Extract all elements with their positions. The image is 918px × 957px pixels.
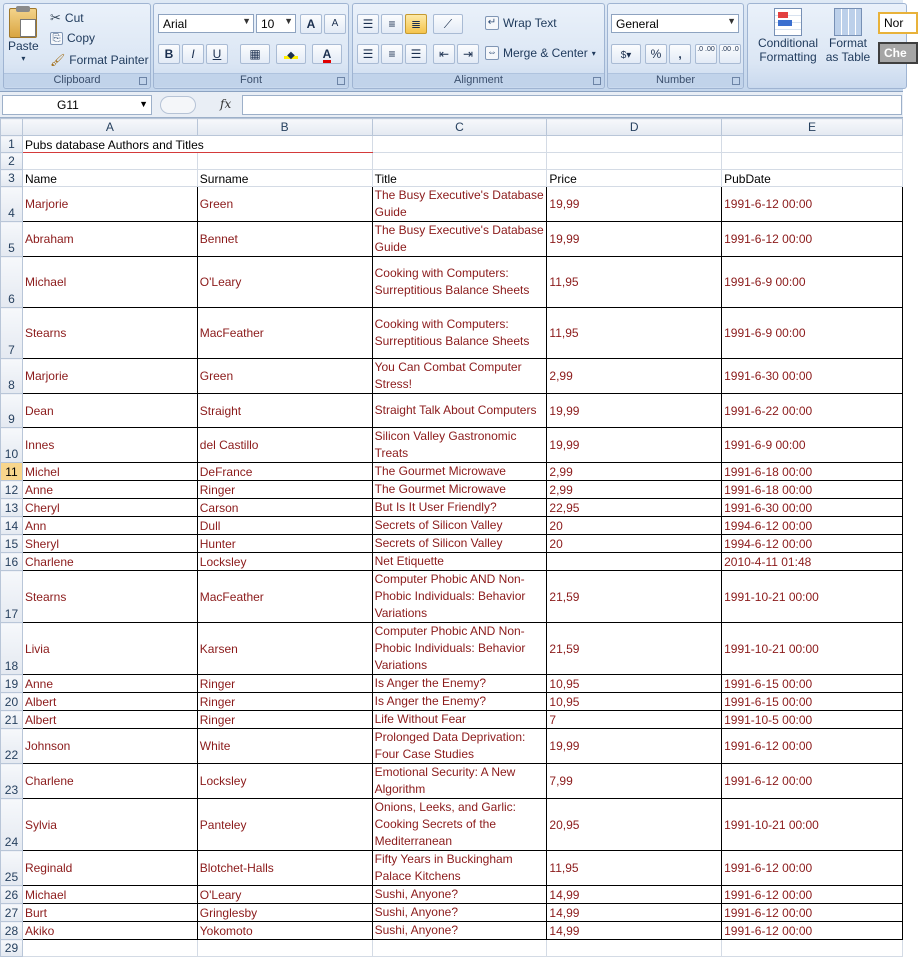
row-header[interactable]: 9 [1,394,23,428]
row-header[interactable]: 14 [1,517,23,535]
cell-surname[interactable]: Locksley [197,764,372,799]
cell-surname[interactable]: MacFeather [197,571,372,623]
cell[interactable] [547,153,722,170]
grow-font-button[interactable]: A [300,14,322,34]
header-cell-pubdate[interactable]: PubDate [722,170,903,187]
cell[interactable] [197,153,372,170]
cut-button[interactable] [50,10,84,26]
normal-style-swatch[interactable]: Nor [878,12,918,34]
cell-pubdate[interactable]: 1991-10-21 00:00 [722,571,903,623]
table-row [1,428,903,463]
italic-button[interactable]: I [182,44,204,64]
chevron-down-icon: ▾ [591,48,596,58]
chevron-down-icon: ▼ [727,16,736,26]
check-cell-style-swatch[interactable]: Che [878,42,918,64]
column-header-c[interactable]: C [372,119,547,136]
cell-name[interactable]: Charlene [22,764,197,799]
cell-surname[interactable]: Blotchet-Halls [197,851,372,886]
conditional-label-2: Formatting [759,50,817,64]
formula-cancel-enter-area [160,96,196,114]
cell-surname[interactable]: Green [197,359,372,394]
cell-price[interactable]: 14,99 [547,886,722,904]
font-name-combo[interactable] [158,14,254,33]
cell-price[interactable]: 19,99 [547,729,722,764]
font-group-title: Font [154,73,348,87]
wrap-text-label: Wrap Text [503,16,557,30]
table-row [1,535,903,553]
chevron-down-icon: ▼ [284,16,293,26]
insert-function-icon[interactable]: fx [220,97,232,111]
cell-pubdate[interactable]: 1991-6-22 00:00 [722,394,903,428]
increase-indent-button[interactable]: ⇥ [457,44,479,64]
cell-price[interactable] [547,553,722,571]
sheet-row [1,153,903,170]
cell[interactable] [722,940,903,957]
brush-icon: 🖌 [50,53,66,67]
merge-center-label: Merge & Center [503,46,588,60]
cell[interactable] [197,940,372,957]
cell-pubdate[interactable]: 1991-6-12 00:00 [722,187,903,222]
row-header[interactable]: 19 [1,675,23,693]
row-header[interactable]: 8 [1,359,23,394]
cell-name[interactable]: Anne [22,481,197,499]
chevron-down-icon: ▾ [21,54,26,63]
table-row [1,675,903,693]
header-cell-title[interactable]: Title [372,170,547,187]
cell-title[interactable]: Straight Talk About Computers [372,394,547,428]
table-row [1,851,903,886]
table-row [1,729,903,764]
cell-name[interactable]: Akiko [22,922,197,940]
row-header[interactable]: 20 [1,693,23,711]
font-color-button[interactable] [312,44,342,64]
table-row [1,308,903,359]
currency-icon: $▾ [620,50,632,61]
cell-pubdate[interactable]: 1994-6-12 00:00 [722,517,903,535]
cell-title[interactable]: Secrets of Silicon Valley [372,517,547,535]
paste-label: Paste [8,39,39,53]
cell-price[interactable]: 19,99 [547,187,722,222]
format-as-table-icon [834,8,862,36]
row-header[interactable]: 22 [1,729,23,764]
cell-title[interactable]: Onions, Leeks, and Garlic: Cooking Secrets of the Mediterranean [372,799,547,851]
number-dialog-launcher[interactable] [732,77,740,85]
cell-surname[interactable]: Ringer [197,711,372,729]
cell-name[interactable]: Johnson [22,729,197,764]
cell-pubdate[interactable]: 1991-6-12 00:00 [722,222,903,257]
table-row [1,517,903,535]
align-top-button[interactable]: ☰ [357,14,379,34]
cell[interactable] [22,940,197,957]
row-header[interactable]: 11 [1,463,23,481]
sheet-title-cell[interactable]: Pubs database Authors and Titles [22,136,372,153]
cell-title[interactable]: Prolonged Data Deprivation: Four Case Studies [372,729,547,764]
cell-title[interactable]: The Gourmet Microwave [372,481,547,499]
cell-pubdate[interactable]: 2010-4-11 01:48 [722,553,903,571]
cell-pubdate[interactable]: 1991-6-15 00:00 [722,675,903,693]
currency-button[interactable] [611,44,641,64]
orientation-button[interactable]: ⟋ [433,14,463,34]
cell-surname[interactable]: Karsen [197,623,372,675]
cell-surname[interactable]: Dull [197,517,372,535]
cell-pubdate[interactable]: 1991-6-9 00:00 [722,308,903,359]
column-header-a[interactable]: A [22,119,197,136]
cell-name[interactable]: Cheryl [22,499,197,517]
cell-pubdate[interactable]: 1991-10-5 00:00 [722,711,903,729]
cell-surname[interactable]: Locksley [197,553,372,571]
cell-price[interactable]: 7,99 [547,764,722,799]
cell-price[interactable]: 10,95 [547,675,722,693]
cell-name[interactable]: Albert [22,711,197,729]
font-color-icon: A [322,47,332,61]
row-header[interactable]: 10 [1,428,23,463]
cell-price[interactable]: 20,95 [547,799,722,851]
cell-title[interactable]: Sushi, Anyone? [372,922,547,940]
row-header[interactable]: 6 [1,257,23,308]
table-row [1,693,903,711]
table-row [1,764,903,799]
cell[interactable] [22,153,197,170]
header-row [1,170,903,187]
table-row [1,571,903,623]
cell-title[interactable]: Cooking with Computers: Surreptitious Balance Sheets [372,308,547,359]
align-left-button[interactable]: ☰ [357,44,379,64]
cell-pubdate[interactable]: 1991-6-30 00:00 [722,359,903,394]
formula-bar [0,92,903,118]
cell-name[interactable]: Marjorie [22,187,197,222]
table-row [1,463,903,481]
row-header[interactable]: 29 [1,940,23,957]
cell-title[interactable]: Is Anger the Enemy? [372,693,547,711]
cell-title[interactable]: The Busy Executive's Database Guide [372,222,547,257]
cell-price[interactable]: 19,99 [547,428,722,463]
font-name-value: Arial [163,17,188,31]
worksheet-grid[interactable] [0,118,903,955]
cell-title[interactable]: The Busy Executive's Database Guide [372,187,547,222]
table-row [1,623,903,675]
row-header[interactable]: 2 [1,153,23,170]
header-cell-price[interactable]: Price [547,170,722,187]
format-painter-label: Format Painter [69,53,149,67]
cell-pubdate[interactable]: 1991-6-9 00:00 [722,428,903,463]
select-all-corner[interactable] [1,119,23,136]
paste-button[interactable] [8,8,39,63]
cell-title[interactable]: But Is It User Friendly? [372,499,547,517]
align-middle-button[interactable]: ≡ [381,14,403,34]
font-size-combo[interactable] [256,14,296,33]
cell-title[interactable]: You Can Combat Computer Stress! [372,359,547,394]
cell-name[interactable]: Abraham [22,222,197,257]
conditional-formatting-button[interactable] [752,8,824,64]
cell-title[interactable]: Net Etiquette [372,553,547,571]
number-group-title: Number [608,73,743,87]
table-row [1,799,903,851]
row-header[interactable]: 27 [1,904,23,922]
column-header-b[interactable]: B [197,119,372,136]
cell[interactable] [722,153,903,170]
cell-surname[interactable]: Hunter [197,535,372,553]
fill-color-button[interactable] [276,44,306,64]
cell-price[interactable]: 7 [547,711,722,729]
table-row [1,940,903,957]
cell-surname[interactable]: Yokomoto [197,922,372,940]
format-painter-button[interactable] [50,53,149,67]
cell-pubdate[interactable]: 1991-6-12 00:00 [722,886,903,904]
cell-title[interactable]: Secrets of Silicon Valley [372,535,547,553]
cell-price[interactable]: 11,95 [547,851,722,886]
borders-icon: ▦ [249,47,261,61]
cell-price[interactable]: 2,99 [547,481,722,499]
cell-name[interactable]: Michael [22,886,197,904]
cell-title[interactable]: Emotional Security: A New Algorithm [372,764,547,799]
scissors-icon: ✂ [50,10,61,25]
wrap-text-button[interactable] [485,16,557,30]
row-header[interactable]: 28 [1,922,23,940]
cell[interactable] [547,940,722,957]
cell-pubdate[interactable]: 1991-6-9 00:00 [722,257,903,308]
align-center-button[interactable]: ≡ [381,44,403,64]
cell-pubdate[interactable]: 1991-6-30 00:00 [722,499,903,517]
font-dialog-launcher[interactable] [337,77,345,85]
cell-price[interactable]: 11,95 [547,308,722,359]
decrease-decimal-button[interactable]: .00 .0 [719,44,741,64]
table-row [1,481,903,499]
format-as-label: Format [828,36,867,50]
cell-pubdate[interactable]: 1991-10-21 00:00 [722,799,903,851]
alignment-dialog-launcher[interactable] [593,77,601,85]
cell-title[interactable]: Computer Phobic AND Non-Phobic Individuals: Behavior Variations [372,623,547,675]
cell-surname[interactable]: Straight [197,394,372,428]
table-row [1,394,903,428]
chevron-down-icon: ▼ [242,16,251,26]
cell-name[interactable]: Sheryl [22,535,197,553]
cell-price[interactable]: 22,95 [547,499,722,517]
cell-surname[interactable]: Gringlesby [197,904,372,922]
cell-title[interactable]: Is Anger the Enemy? [372,675,547,693]
cell-price[interactable]: 2,99 [547,359,722,394]
cell-price[interactable]: 11,95 [547,257,722,308]
font-size-value: 10 [261,17,275,31]
conditional-formatting-icon [774,8,802,36]
cell-price[interactable]: 21,59 [547,571,722,623]
number-format-value: General [616,17,659,31]
cell-price[interactable]: 14,99 [547,904,722,922]
cell-surname[interactable]: Ringer [197,693,372,711]
cell-surname[interactable]: Ringer [197,481,372,499]
cell-surname[interactable]: Bennet [197,222,372,257]
copy-label: Copy [67,31,96,45]
row-header[interactable]: 4 [1,187,23,222]
cell-price[interactable]: 10,95 [547,693,722,711]
cell[interactable] [372,136,547,153]
table-row [1,187,903,222]
cell-pubdate[interactable]: 1994-6-12 00:00 [722,535,903,553]
row-header[interactable]: 18 [1,623,23,675]
styles-group [747,3,907,89]
table-row [1,904,903,922]
table-row [1,922,903,940]
cell-price[interactable]: 21,59 [547,623,722,675]
name-box[interactable] [2,95,152,115]
cell-name[interactable]: Stearns [22,571,197,623]
align-bottom-button[interactable]: ≣ [405,14,427,34]
sheet-body [1,136,903,957]
cell-name[interactable]: Stearns [22,308,197,359]
number-group [607,3,744,89]
cell-name[interactable]: Marjorie [22,359,197,394]
cell-surname[interactable]: Panteley [197,799,372,851]
clipboard-group [3,3,151,89]
cell-title[interactable]: Sushi, Anyone? [372,886,547,904]
cell-price[interactable]: 20 [547,517,722,535]
row-header[interactable]: 24 [1,799,23,851]
cell-name[interactable]: Burt [22,904,197,922]
row-header[interactable]: 15 [1,535,23,553]
underline-button[interactable]: U [206,44,228,64]
cell-name[interactable]: Dean [22,394,197,428]
table-row [1,499,903,517]
cell-name[interactable]: Charlene [22,553,197,571]
alignment-group [352,3,605,89]
cell-pubdate[interactable]: 1991-6-15 00:00 [722,693,903,711]
chevron-down-icon: ▼ [139,99,148,109]
table-row [1,553,903,571]
shrink-font-button[interactable]: A [324,14,346,34]
copy-icon: ⎘ [50,32,63,45]
cell-pubdate[interactable]: 1991-6-12 00:00 [722,922,903,940]
sheet-row [1,136,903,153]
table-row [1,257,903,308]
cut-label: Cut [64,11,84,25]
cell[interactable] [547,136,722,153]
cell-price[interactable]: 19,99 [547,222,722,257]
format-as-label-2: as Table [825,50,871,64]
fill-bucket-icon: ◆ [284,47,298,59]
cell-surname[interactable]: White [197,729,372,764]
row-header[interactable]: 21 [1,711,23,729]
increase-decimal-button[interactable]: .0 .00 [695,44,717,64]
cell-pubdate[interactable]: 1991-10-21 00:00 [722,623,903,675]
row-header[interactable]: 26 [1,886,23,904]
cell-name[interactable]: Ann [22,517,197,535]
table-row [1,359,903,394]
align-right-button[interactable]: ☰ [405,44,427,64]
cell-surname[interactable]: DeFrance [197,463,372,481]
row-header[interactable]: 13 [1,499,23,517]
borders-button[interactable] [240,44,270,64]
formula-controls [160,95,240,115]
header-cell-surname[interactable]: Surname [197,170,372,187]
row-header[interactable]: 16 [1,553,23,571]
alignment-group-title: Alignment [353,73,604,87]
cell[interactable] [372,153,547,170]
cell-surname[interactable]: O'Leary [197,257,372,308]
comma-button[interactable]: , [669,44,691,64]
bold-button[interactable]: B [158,44,180,64]
cell-name[interactable]: Anne [22,675,197,693]
paste-icon [9,8,37,38]
row-header[interactable]: 25 [1,851,23,886]
decrease-indent-button[interactable]: ⇤ [433,44,455,64]
cell-name[interactable]: Sylvia [22,799,197,851]
table-row [1,222,903,257]
cell-name[interactable]: Innes [22,428,197,463]
cell-title[interactable]: The Gourmet Microwave [372,463,547,481]
ribbon [0,0,907,92]
cell-pubdate[interactable]: 1991-6-12 00:00 [722,904,903,922]
number-format-combo[interactable] [611,14,739,33]
cell-name[interactable]: Michael [22,257,197,308]
row-header[interactable]: 12 [1,481,23,499]
cell-title[interactable]: Life Without Fear [372,711,547,729]
cell-surname[interactable]: del Castillo [197,428,372,463]
cell-name[interactable]: Livia [22,623,197,675]
cell-name[interactable]: Albert [22,693,197,711]
cell-pubdate[interactable]: 1991-6-12 00:00 [722,729,903,764]
cell-pubdate[interactable]: 1991-6-12 00:00 [722,764,903,799]
column-header-d[interactable]: D [547,119,722,136]
row-header[interactable]: 1 [1,136,23,153]
cell-surname[interactable]: O'Leary [197,886,372,904]
row-header[interactable]: 23 [1,764,23,799]
cell[interactable] [372,940,547,957]
cell-pubdate[interactable]: 1991-6-18 00:00 [722,481,903,499]
row-header[interactable]: 3 [1,170,23,187]
cell-surname[interactable]: Carson [197,499,372,517]
clipboard-group-title: Clipboard [4,73,150,87]
cell-pubdate[interactable]: 1991-6-18 00:00 [722,463,903,481]
clipboard-dialog-launcher[interactable] [139,77,147,85]
cell-title[interactable]: Sushi, Anyone? [372,904,547,922]
cell-surname[interactable]: Green [197,187,372,222]
cell[interactable] [722,136,903,153]
row-header[interactable]: 5 [1,222,23,257]
formula-input[interactable] [242,95,902,115]
format-as-table-button[interactable] [822,8,874,64]
sheet-table [0,118,903,957]
copy-button[interactable] [50,31,95,45]
cell-title[interactable]: Fifty Years in Buckingham Palace Kitchens [372,851,547,886]
percent-button[interactable]: % [645,44,667,64]
conditional-label: Conditional [757,36,819,50]
cell-pubdate[interactable]: 1991-6-12 00:00 [722,851,903,886]
cell-title[interactable]: Silicon Valley Gastronomic Treats [372,428,547,463]
wrap-text-icon: ↵ [485,16,499,30]
cell-title[interactable]: Cooking with Computers: Surreptitious Balance Sheets [372,257,547,308]
column-header-e[interactable]: E [722,119,903,136]
cell-surname[interactable]: MacFeather [197,308,372,359]
table-row [1,711,903,729]
merge-icon: ⇔ [487,47,497,58]
name-box-value: G11 [57,98,79,112]
cell-price[interactable]: 2,99 [547,463,722,481]
row-header[interactable]: 7 [1,308,23,359]
cell-surname[interactable]: Ringer [197,675,372,693]
font-group [153,3,349,89]
row-header[interactable]: 17 [1,571,23,623]
table-row [1,886,903,904]
cell-title[interactable]: Computer Phobic AND Non-Phobic Individuals: Behavior Variations [372,571,547,623]
merge-center-button[interactable] [485,46,596,60]
cell-price[interactable]: 20 [547,535,722,553]
header-cell-name[interactable]: Name [22,170,197,187]
cell-price[interactable]: 19,99 [547,394,722,428]
cell-name[interactable]: Reginald [22,851,197,886]
cell-name[interactable]: Michel [22,463,197,481]
cell-price[interactable]: 14,99 [547,922,722,940]
